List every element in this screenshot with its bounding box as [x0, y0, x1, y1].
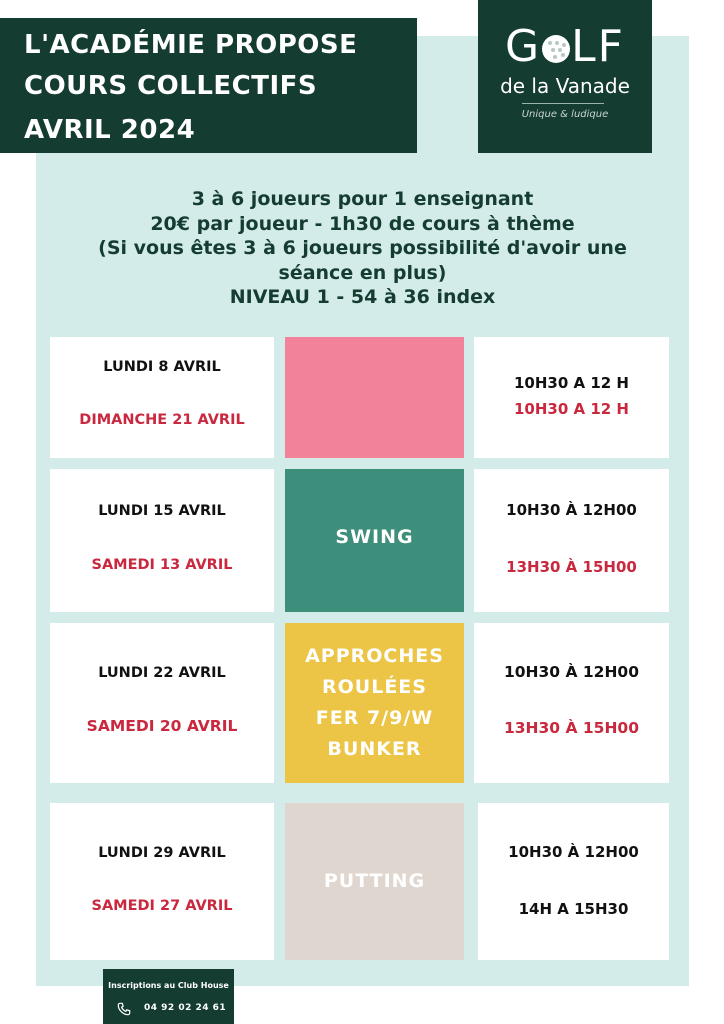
date-primary: LUNDI 8 AVRIL [103, 359, 221, 375]
contact-footer [103, 969, 234, 1024]
theme-cell-3 [285, 623, 464, 783]
theme-cell-1 [285, 337, 464, 458]
date-secondary: SAMEDI 13 AVRIL [91, 557, 233, 573]
phone-number[interactable]: 04 92 02 24 61 [144, 1003, 227, 1013]
date-secondary: SAMEDI 27 AVRIL [91, 898, 233, 914]
theme-label [324, 866, 425, 897]
theme-cell-4 [285, 803, 464, 960]
times-cell-4 [478, 803, 669, 960]
golf-ball-icon [542, 35, 570, 63]
logo-text-end: LF [571, 21, 625, 72]
title-line-2: COURS COLLECTIFS [24, 71, 318, 101]
theme-cell-2 [285, 469, 464, 612]
title-banner [0, 18, 417, 153]
title-line-3: AVRIL 2024 [24, 115, 196, 145]
times-cell-2 [474, 469, 669, 612]
golf-logo [478, 0, 652, 153]
time-primary: 10H30 À 12H00 [506, 501, 637, 519]
intro-line-5: NIVEAU 1 - 54 à 36 index [229, 286, 496, 308]
course-description [36, 187, 689, 310]
time-primary: 10H30 À 12H00 [503, 663, 639, 681]
time-secondary: 14H A 15H30 [518, 900, 629, 918]
date-primary: LUNDI 15 AVRIL [98, 503, 226, 519]
intro-line-3: (Si vous êtes 3 à 6 joueurs possibilité d'avoir une [98, 237, 627, 259]
date-primary: LUNDI 22 AVRIL [98, 665, 226, 681]
time-secondary: 10H30 A 12 H [513, 400, 629, 418]
phone-icon [117, 1002, 131, 1016]
times-cell-3 [474, 623, 669, 783]
intro-line-4: séance en plus) [278, 261, 447, 284]
times-cell-1 [474, 337, 669, 458]
time-secondary: 13H30 À 15H00 [506, 558, 637, 576]
date-secondary: DIMANCHE 21 AVRIL [79, 412, 245, 428]
theme-line: ROULÉES [322, 676, 427, 698]
theme-label [305, 641, 444, 765]
theme-label [335, 522, 413, 553]
title-line-1: L'ACADÉMIE PROPOSE [24, 30, 358, 60]
dates-cell-4 [50, 803, 274, 960]
dates-cell-1 [50, 337, 274, 458]
time-secondary: 13H30 À 15H00 [503, 719, 639, 737]
logo-subtitle: de la Vanade [500, 74, 630, 98]
intro-line-2: 20€ par joueur - 1h30 de cours à thème [150, 212, 575, 235]
theme-line: PUTTING [323, 870, 426, 892]
theme-line: SWING [335, 526, 414, 548]
dates-cell-3 [50, 623, 274, 783]
logo-divider [522, 103, 604, 104]
intro-line-1: 3 à 6 joueurs pour 1 enseignant [191, 188, 534, 210]
time-primary: 10H30 A 12 H [513, 374, 629, 392]
registration-label: Inscriptions au Club House [108, 981, 229, 990]
dates-cell-2 [50, 469, 274, 612]
logo-text-start: G [505, 21, 542, 72]
time-primary: 10H30 À 12H00 [508, 843, 639, 861]
logo-wordmark [478, 21, 652, 72]
theme-line: APPROCHES [305, 645, 444, 667]
logo-tagline: Unique & ludique [521, 109, 609, 120]
theme-line: BUNKER [327, 738, 422, 760]
theme-line: FER 7/9/W [315, 707, 434, 729]
date-primary: LUNDI 29 AVRIL [98, 845, 226, 861]
date-secondary: SAMEDI 20 AVRIL [86, 717, 238, 735]
